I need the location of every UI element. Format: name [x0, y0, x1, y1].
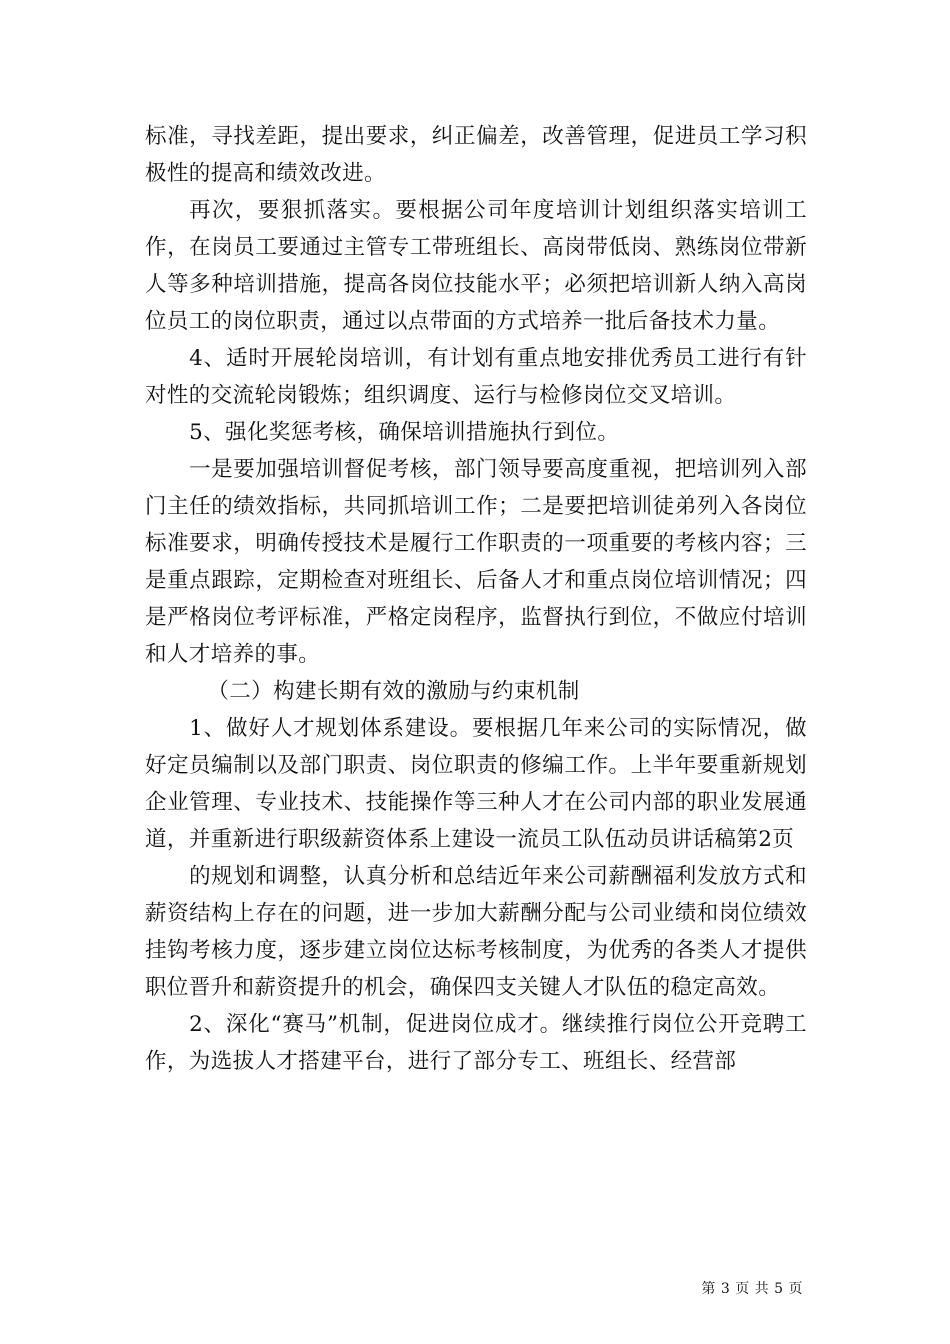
paragraph-competition-mechanism: 2、深化“赛马”机制，促进岗位成才。继续推行岗位公开竞聘工作，为选拔人才搭建平台，进行了部分专工、班组长、经营部	[145, 1012, 807, 1074]
paragraph-rotation-training: 4、适时开展轮岗培训，有计划有重点地安排优秀员工进行有针对性的交流轮岗锻炼；组织调度、运行与检修岗位交叉培训。	[145, 346, 807, 408]
section-heading-incentive: （二）构建长期有效的激励与约束机制	[207, 679, 580, 704]
paragraph-implementation: 再次，要狠抓落实。要根据公司年度培训计划组织落实培训工作，在岗员工要通过主管专工带班组长、高岗带低岗、熟练岗位带新人等多种培训措施，提高各岗位技能水平；必须把培训新人纳入高岗位员工的岗位职责，通过以点带面的方式培养一批后备技术力量。	[145, 198, 807, 334]
paragraph-rewards-penalties: 5、强化奖惩考核，确保培训措施执行到位。	[189, 420, 620, 445]
document-body	[145, 118, 807, 1080]
page-number-footer: 第 3 页 共 5 页	[701, 1281, 803, 1297]
paragraph-continuation: 标准，寻找差距，提出要求，纠正偏差，改善管理，促进员工学习积极性的提高和绩效改进。	[145, 124, 807, 186]
paragraph-talent-planning: 1、做好人才规划体系建设。要根据几年来公司的实际情况，做好定员编制以及部门职责、岗位职责的修编工作。上半年要重新规划企业管理、专业技术、技能操作等三种人才在公司内部的职业发展通道，并重新进行职级薪资体系上建设一流员工队伍动员讲话稿第2页	[145, 716, 807, 852]
paragraph-salary-adjustment: 的规划和调整，认真分析和总结近年来公司薪酬福利发放方式和薪资结构上存在的问题，进一步加大薪酬分配与公司业绩和岗位绩效挂钩考核力度，逐步建立岗位达标考核制度，为优秀的各类人才提供职位晋升和薪资提升的机会，确保四支关键人才队伍的稳定高效。	[145, 864, 807, 1000]
paragraph-assessment-details: 一是要加强培训督促考核，部门领导要高度重视，把培训列入部门主任的绩效指标，共同抓培训工作；二是要把培训徒弟列入各岗位标准要求，明确传授技术是履行工作职责的一项重要的考核内容；三是重点跟踪，定期检查对班组长、后备人才和重点岗位培训情况；四是严格岗位考评标准，严格定岗程序，监督执行到位，不做应付培训和人才培养的事。	[145, 457, 807, 667]
